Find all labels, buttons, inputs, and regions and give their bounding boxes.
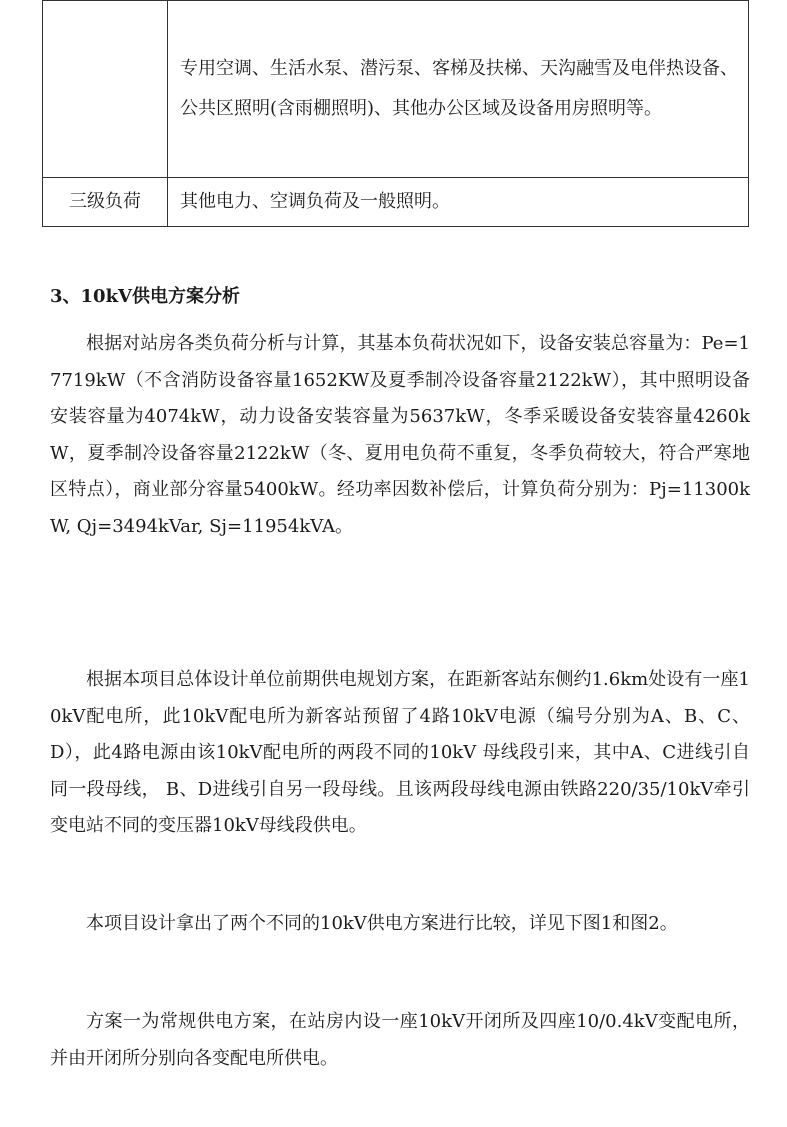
load-content-cell: 专用空调、生活水泵、潜污泵、客梯及扶梯、天沟融雪及电伴热设备、公共区照明(含雨棚照明)、其他办公区域及设备用房照明等。 (168, 1, 749, 178)
section-heading: 3、10kV供电方案分析 (50, 286, 241, 307)
paragraph-scheme-comparison: 本项目设计拿出了两个不同的10kV供电方案进行比较，详见下图1和图2。 (86, 913, 678, 934)
table-row (43, 1, 749, 178)
paragraph-power-source: 根据本项目总体设计单位前期供电规划方案，在距新客站东侧约1.6km处设有一座10kV配电所，此10kV配电所为新客站预留了4路10kV电源（编号分别为A、B、C、D），此4路电源由该10kV配电所的两段不同的10kV 母线段引来，其中A、C进线引自同一段母线， B、D进线引自另一段母线。且该两段母线电源由铁路220/35/10kV牵引变电站不同的变压器10kV母线段供电。 (50, 669, 750, 836)
paragraph-scheme-one: 方案一为常规供电方案，在站房内设一座10kV开闭所及四座10/0.4kV变配电所，并由开闭所分别向各变配电所供电。 (50, 1011, 750, 1069)
table-row (43, 178, 749, 227)
load-level-cell (43, 1, 168, 178)
load-content-cell: 其他电力、空调负荷及一般照明。 (168, 178, 749, 227)
load-classification-table (42, 0, 749, 227)
load-level-cell: 三级负荷 (43, 178, 168, 227)
paragraph-load-analysis: 根据对站房各类负荷分析与计算，其基本负荷状况如下，设备安装总容量为：Pe=17719kW（不含消防设备容量1652KW及夏季制冷设备容量2122kW），其中照明设备安装容量为4074kW，动力设备安装容量为5637kW，冬季采暖设备安装容量4260kW，夏季制冷设备容量2122kW（冬、夏用电负荷不重复，冬季负荷较大，符合严寒地区特点），商业部分容量5400kW。经功率因数补偿后，计算负荷分别为：Pj=11300kW, Qj=3494kVar, Sj=11954kVA。 (50, 333, 750, 537)
